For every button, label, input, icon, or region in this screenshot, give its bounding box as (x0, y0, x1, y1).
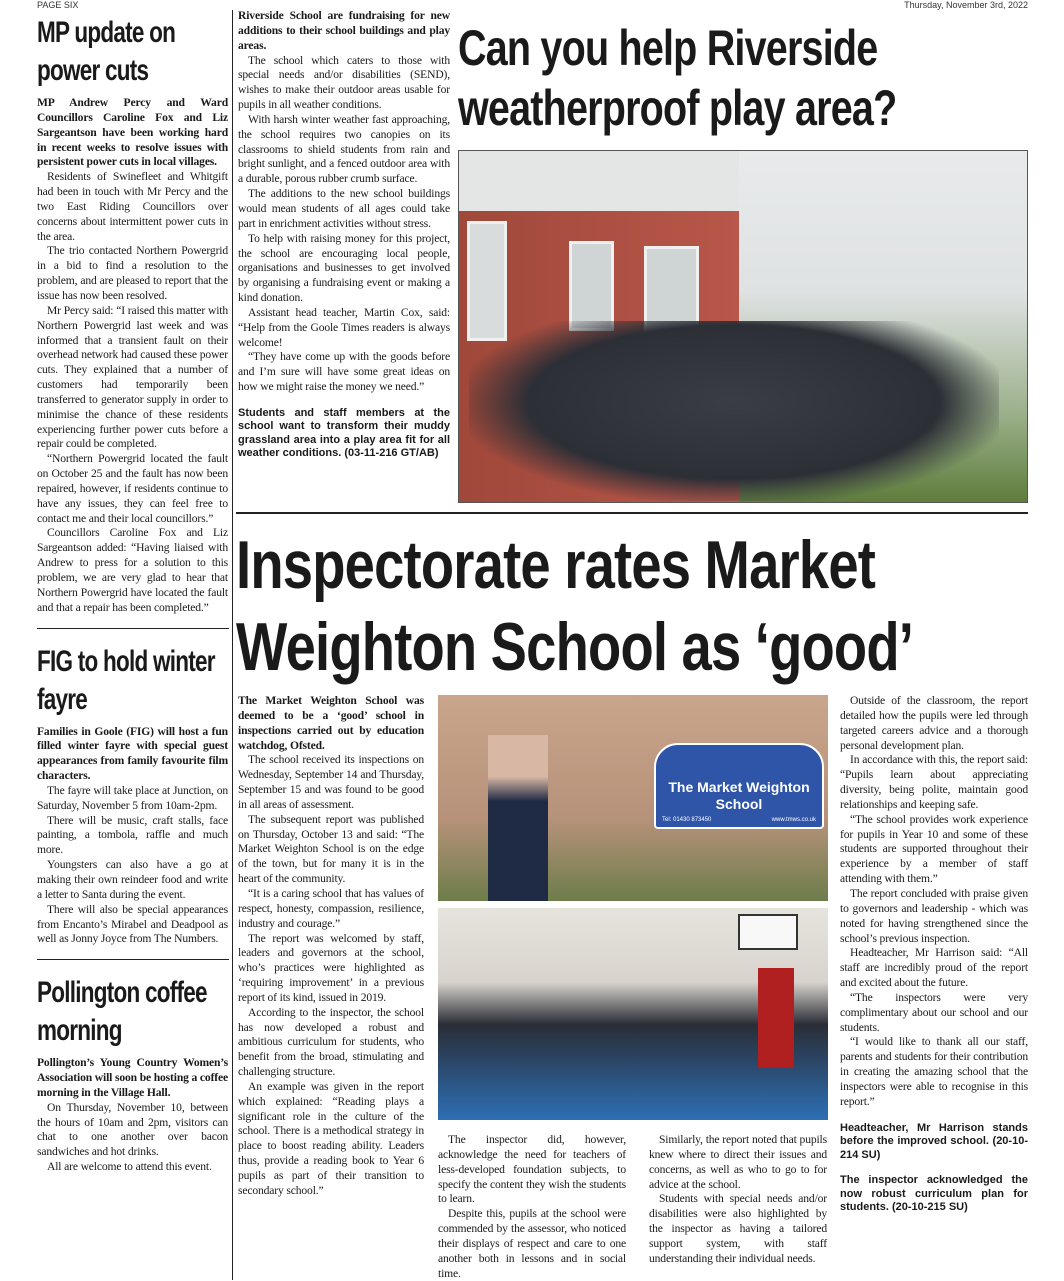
photo-caption: Headteacher, Mr Harrison stands before the improved school. (20-10-214 SU) (840, 1121, 1028, 1161)
paragraph: The trio contacted Northern Powergrid in a bid to find a resolution to the problem, and are pleased to report that the issue has now been resolved. (37, 244, 228, 302)
paragraph: “It is a caring school that has values of respect, honesty, compassion, resilience, industry and courage.” (238, 886, 424, 930)
paragraph: Youngsters can also have a go at making their own reindeer food and write a letter to Santa during the event. (37, 858, 228, 901)
mp-article-body (37, 96, 228, 616)
headteacher-photo (438, 695, 828, 901)
paragraph: All are welcome to attend this event. (47, 1160, 212, 1174)
paragraph: Pollington’s Young Country Women’s Association will soon be hosting a coffee morning in the Village Hall. (37, 1056, 228, 1099)
paragraph: Similarly, the report noted that pupils knew where to direct their issues and concerns, as well as who to go to for advice at the school. (649, 1133, 827, 1191)
riverside-students-photo (458, 150, 1028, 503)
page-number: PAGE SIX (37, 0, 79, 10)
paragraph: The school which caters to those with special needs and/or disabilities (SEND), wishes to make their outdoor areas usable for pupils in all weather conditions. (238, 53, 450, 112)
photo-caption: The inspector acknowledged the now robust curriculum plan for students. (20-10-215 SU) (840, 1174, 1028, 1214)
paragraph: Mr Percy said: “I raised this matter with Northern Powergrid last week and was informed that a transient fault on their overhead network had caused these power cuts. They explained that a number of customers had temporarily been transferred to generator supply in order to minimise the chance of these residents experiencing further power cuts before a repair could be completed. (37, 303, 228, 451)
paragraph: Headteacher, Mr Harrison said: “All staff are incredibly proud of the report and excited about the future. (840, 946, 1028, 990)
paragraph: An example was given in the report which explained: “Reading plays a significant role in the culture of the school. There is a methodical strategy in place to boost reading ability. Leaders thus, provide a reading book to Year 6 pupils as part of their transition to secondary school.” (238, 1079, 424, 1197)
mw-article-col1 (238, 694, 424, 1199)
classroom-photo (438, 908, 828, 1120)
paragraph: “They have come up with the goods before and I’m sure will have some great ideas on how we might raise the money we need.” (238, 350, 450, 394)
riverside-headline: Can you help Riverside weatherproof play area? (458, 20, 897, 136)
paragraph: Families in Goole (FIG) will host a fun filled winter fayre with special guest appearances from family favourite film characters. (37, 724, 228, 783)
paragraph: On Thursday, November 10, between the hours of 10am and 2pm, visitors can chat to one another over bacon sandwiches and hot drinks. (37, 1100, 228, 1159)
paragraph: In accordance with this, the report said: “Pupils learn about appreciating diversity, being polite, maintain good relationships and keeping safe. (840, 753, 1028, 811)
paragraph: Outside of the classroom, the report detailed how the pupils were led through targeted careers advice and a thorough personal development plan. (840, 694, 1028, 752)
photo-caption: Students and staff members at the school want to transform their muddy grassland area into a play area fit for all weather conditions. (03-11-216 GT/AB) (238, 406, 450, 460)
paragraph: The report was welcomed by staff, leaders and governors at the school, who’s practices were highlighted as ‘requiring improvement’ in a previous report of its kind, issued in 2019. (238, 931, 424, 1004)
paragraph: Students with special needs and/or disabilities were also highlighted by the inspector as having a tailored support system, with staff understanding their individual needs. (649, 1192, 827, 1265)
school-sign-name: The Market Weighton School (668, 779, 810, 812)
pollington-headline: Pollington coffee morning (37, 976, 207, 1048)
fig-headline: FIG to hold winter fayre (37, 644, 215, 716)
paragraph: Riverside School are fundraising for new additions to their school buildings and play areas. (238, 9, 450, 52)
market-weighton-headline: Inspectorate rates Market Weighton School as ‘good’ (236, 527, 914, 685)
paragraph: “Northern Powergrid located the fault on October 25 and the fault has now been repaired, however, if residents continue to have any issues, they can feel free to contact me and their local councillors.” (37, 452, 228, 525)
left-column (37, 14, 228, 1175)
school-sign-tel: Tel: 01430 873450 (662, 817, 712, 823)
paragraph: Councillors Caroline Fox and Liz Sargeantson added: “Having liaised with Andrew to press for a solution to this problem, we are very glad to hear that Northern Powergrid have located the fault and that a repair has been completed.” (37, 526, 228, 614)
paragraph: Despite this, pupils at the school were commended by the assessor, who noticed their displays of respect and care to one another both in lessons and in social time. (438, 1207, 626, 1280)
column-divider (232, 10, 233, 1280)
paragraph: The school received its inspections on Wednesday, September 14 and Thursday, September 15 and was found to be good in all areas of assessment. (238, 753, 424, 811)
paragraph: Assistant head teacher, Martin Cox, said: “Help from the Goole Times readers is always welcome! (238, 305, 450, 349)
paragraph: The subsequent report was published on Thursday, October 13 and said: “The Market Weighton School is on the edge of the town, but for many it is in the heart of the community. (238, 812, 424, 886)
section-divider (37, 959, 229, 960)
paragraph: The fayre will take place at Junction, on Saturday, November 5 from 10am-2pm. (37, 783, 228, 812)
paragraph: “I would like to thank all our staff, parents and students for their contribution in creating the amazing school that the inspectors were able to recognise in this report.” (840, 1035, 1028, 1108)
paragraph: According to the inspector, the school has now developed a robust and ambitious curriculum for students, who benefit from the broad, stimulating and challenging structure. (238, 1005, 424, 1079)
paragraph: The Market Weighton School was deemed to be a ‘good’ school in inspections carried out by education watchdog, Ofsted. (238, 694, 424, 752)
paragraph: Residents of Swinefleet and Whitgift had been in touch with Mr Percy and the two East Riding Councillors over concerns about intermittent power cuts in the area. (37, 170, 228, 243)
paragraph: The additions to the new school buildings would mean students of all ages could take part in enrichment activities without stress. (238, 187, 450, 230)
paragraph: With harsh winter weather fast approaching, the school requires two canopies on its classrooms to shield students from rain and bright sunlight, and a fenced outdoor area with a durable, porous rubber crumb surface. (238, 112, 450, 186)
paragraph: MP Andrew Percy and Ward Councillors Caroline Fox and Liz Sargeantson have been working hard in recent weeks to resolve issues with persistent power cuts in local villages. (37, 96, 228, 169)
paragraph: “The school provides work experience for pupils in Year 10 and some of these students are supported throughout their experience by a member of staff attending with them.” (840, 812, 1028, 886)
pollington-article-body (37, 1056, 228, 1175)
mw-article-col2 (438, 1133, 626, 1281)
paragraph: The inspector did, however, acknowledge the need for teachers of less-developed foundation subjects, to specify the content they wish the students to learn. (438, 1133, 626, 1206)
mp-headline: MP update on power cuts (37, 16, 176, 87)
fig-article-body (37, 725, 228, 948)
riverside-article-body (238, 9, 450, 461)
section-divider (37, 628, 229, 629)
paragraph: “The inspectors were very complimentary about our school and our students. (840, 990, 1028, 1034)
mw-article-col3 (649, 1133, 827, 1267)
paragraph: There will also be special appearances from Encanto’s Mirabel and Deadpool as well as Jonny Joyce from The Numbers. (37, 902, 228, 946)
paragraph: There will be music, craft stalls, face painting, a tombola, raffle and much more. (37, 813, 228, 857)
page-date: Thursday, November 3rd, 2022 (904, 0, 1028, 10)
paragraph: To help with raising money for this project, the school are encouraging local people, organisations and businesses to get involved by organising a fundraising event or making a kind donation. (238, 231, 450, 305)
paragraph: The report concluded with praise given to governors and leadership - which was noted for having strengthened since the school’s previous inspection. (840, 886, 1028, 945)
mw-article-col4 (840, 694, 1028, 1215)
school-sign-web: www.tmws.co.uk (771, 817, 816, 823)
